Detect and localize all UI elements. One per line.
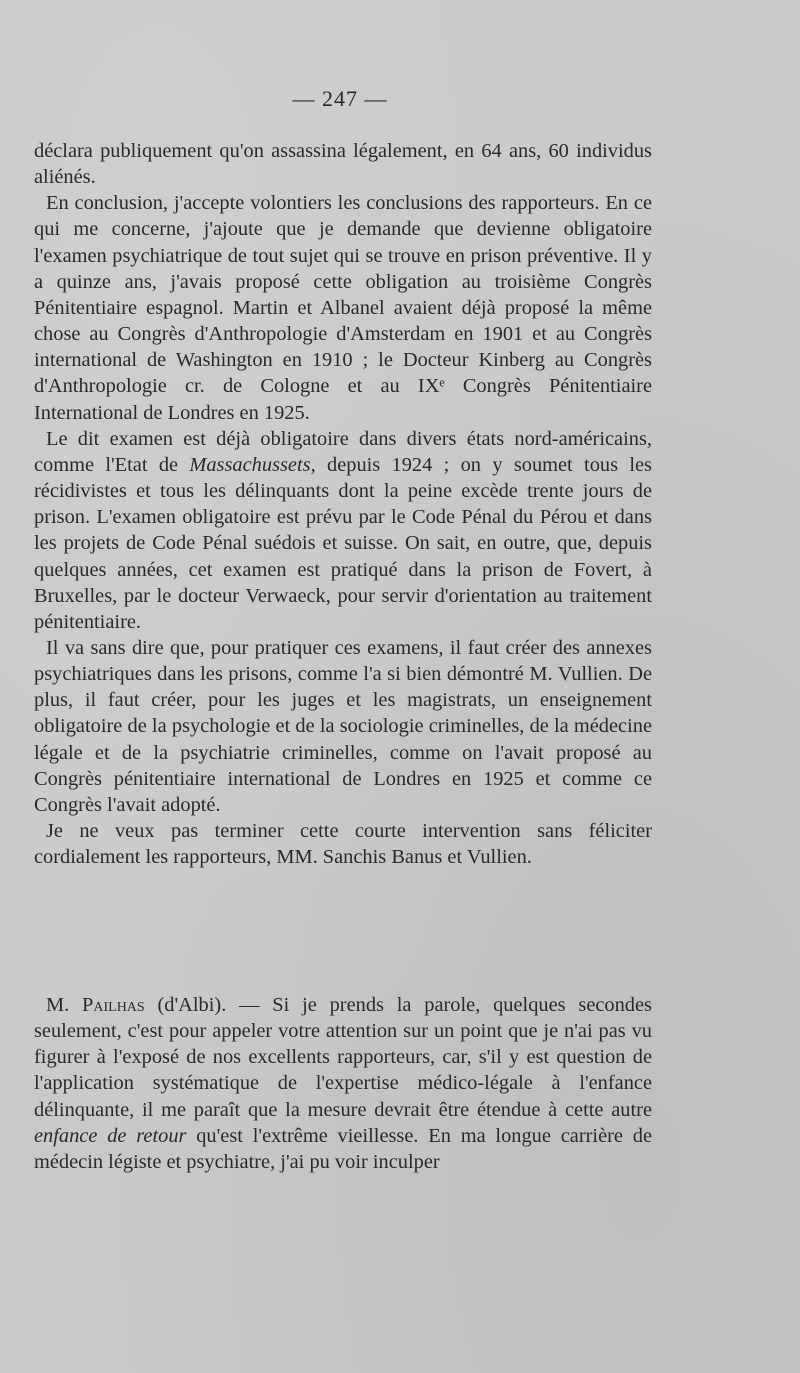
paragraph-5: Je ne veux pas terminer cette courte intervention sans féliciter cordialement les rapporteurs, MM. Sanchis Banus et Vullien. bbox=[34, 820, 652, 869]
speaker-prefix: M. bbox=[46, 994, 83, 1016]
speaker-text-italic: enfance de retour bbox=[34, 1124, 187, 1147]
speaker-text-start: Si je prends la parole, quelques secondes seulement, c'est pour appeler votre attention sur un point que je n'ai pas vu figurer à l'exposé de nos excellents rapporteurs, car, s'il y est question de l'application systématique de l'expertise médico-légale à l'enfance délinquante, il me paraît que la mesure devrait être étendue à cette autre bbox=[34, 994, 652, 1121]
speaker-section bbox=[34, 992, 652, 1175]
paragraph-3-end: depuis 1924 ; on y soumet tous les récidivistes et tous les délinquants dont la peine excède trente jours de prison. L'examen obligatoire est prévu par le Code Pénal du Pérou et dans les projets de Code Pénal suédois et suisse. On sait, en outre, que, depuis quelques années, cet examen est pratiqué dans la prison de Fovert, à Bruxelles, par le docteur Verwaeck, pour servir d'orientation au traitement pénitentiaire. bbox=[34, 453, 652, 633]
speaker-paragraph bbox=[34, 992, 652, 1175]
main-text-section bbox=[34, 138, 652, 870]
speaker-name: Pailhas bbox=[82, 994, 145, 1016]
speaker-text-end: qu'est l'extrême vieillesse. En ma longue carrière de médecin légiste et psychiatre, j'ai pu voir inculper bbox=[34, 1124, 652, 1173]
paragraph-3 bbox=[34, 426, 652, 635]
page-number: — 247 — bbox=[292, 86, 388, 111]
speaker-place: (d'Albi). — bbox=[144, 994, 273, 1016]
paragraph-3-italic: Massachussets, bbox=[189, 453, 316, 476]
paragraph-2: En conclusion, j'accepte volontiers les conclusions des rapporteurs. En ce qui me concerne, j'ajoute que je demande que devienne obligatoire l'examen psychiatrique de tout sujet qui se trouve en prison préventive. Il y a quinze ans, j'avais proposé cette obligation au troisième Congrès Pénitentiaire espagnol. Martin et Albanel avaient déjà proposé la même chose au Congrès d'Anthropologie d'Amsterdam en 1901 et au Congrès international de Washington en 1910 ; le Docteur Kinberg au Congrès d'Anthropologie cr. de Cologne et au IXᵉ Congrès Pénitentiaire International de Londres en 1925. bbox=[34, 192, 652, 424]
paragraph-1: déclara publiquement qu'on assassina légalement, en 64 ans, 60 individus aliénés. bbox=[34, 140, 652, 189]
paragraph-3-start: Le dit examen est déjà obligatoire dans divers états nord-américains, comme l'Etat de bbox=[34, 427, 652, 476]
paragraph-4: Il va sans dire que, pour pratiquer ces examens, il faut créer des annexes psychiatriques dans les prisons, comme l'a si bien démontré M. Vullien. De plus, il faut créer, pour les juges et les magistrats, un enseignement obligatoire de la psychologie et de la sociologie criminelles, de la médecine légale et de la psychiatrie criminelles, comme on l'avait proposé au Congrès pénitentiaire international de Londres en 1925 et comme ce Congrès l'avait adopté. bbox=[34, 636, 652, 816]
